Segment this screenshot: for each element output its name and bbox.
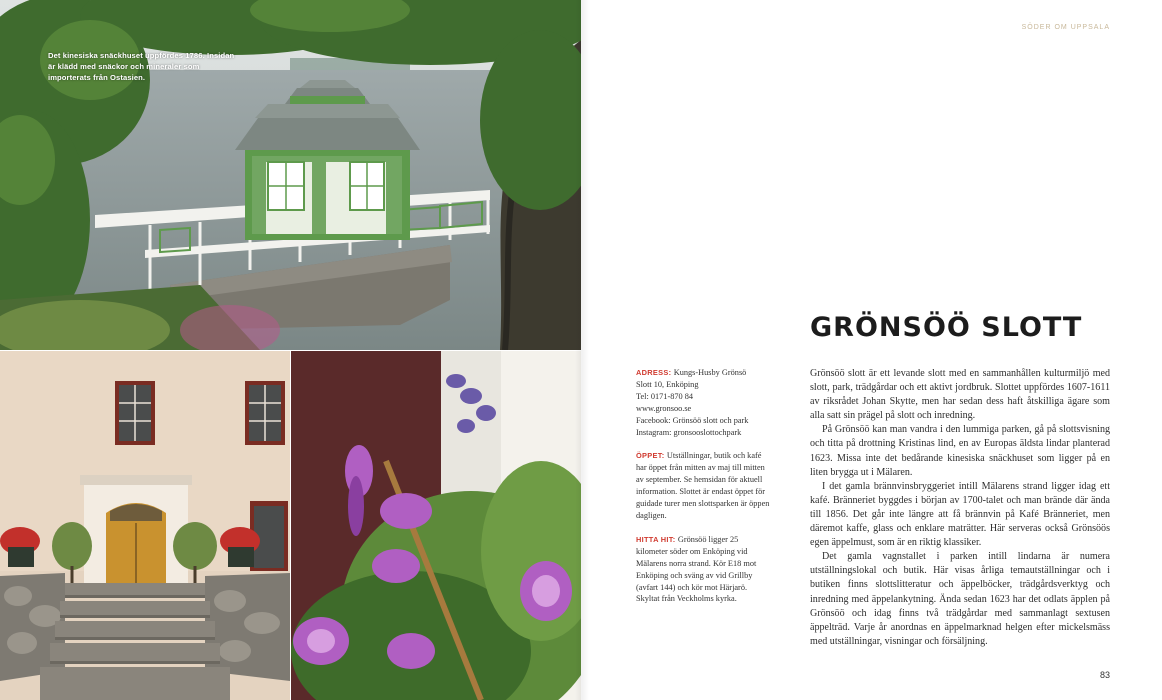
right-page-text — [581, 0, 1162, 700]
bellflower-photo — [291, 351, 581, 700]
opening-hours-block — [636, 450, 771, 521]
open-text: Utställningar, butik och kafé har öppet från mitten av maj till mitten av september. Se hemsidan för aktuell information. Slottet är endast öppet för guidade turer men slottsparken är öppen dagligen. — [636, 451, 770, 520]
paragraph-1: Grönsöö slott är ett levande slott med en sammanhållen kulturmiljö med slott, park, trädgårdar och ett aktivt jordbruk. Slottet uppfördes 1607-1611 av riksrådet Johan Skytte, men har sedan dess haft åtskilliga ägare som alla satt sin prägel på slott och inredning. — [810, 368, 1110, 422]
address-block — [636, 367, 771, 438]
facts-sidebar — [636, 367, 771, 617]
phone-line: Tel: 0171-870 84 — [636, 391, 694, 401]
address-line-1: Kungs-Husby Grönsö — [673, 368, 747, 377]
directions-text: Grönsöö ligger 25 kilometer söder om Enköping vid Mälarens norra strand. Kör E18 mot Enköping och sväng av vid Grillby (avfart 144) och kör mot Härjarö. Skyltat från Veckholms kyrka. — [636, 534, 757, 604]
pavilion-photo — [0, 0, 581, 350]
article-body — [810, 367, 1110, 649]
paragraph-2: På Grönsöö kan man vandra i den lummiga parken, gå på slottsvisning och titta på drottning Kristinas lind, en av Europas äldsta lindar planterad 1623. Missa inte det bedårande kinesiska snäckhuset som ligger på en liten brygga ut i Mälaren. — [810, 424, 1110, 478]
paragraph-4: Det gamla vagnstallet i parken intill lindarna är numera utställningslokal och butik. Här visas årliga temautställningar och i butiken finns slottslitteratur och äppelböcker, trädgårdsverktyg och inredning med äppelankytning. Ända sedan 1623 har det odlats äpplen på Grönsöö och idag finns två trädgårdar med sammanlagt sextusen äppelträd. Varje år anordnas en äppelmarknad helgen efter mickelsmäss med utställningar, visningar och försäljning. — [810, 551, 1110, 647]
page-title: GRÖNSÖÖ SLOTT — [810, 312, 1083, 343]
photo-caption: Det kinesiska snäckhuset uppfördes 1786. Insidan är klädd med snäckor och mineraler som importerats från Ostasien. — [48, 51, 235, 82]
facebook-line: Facebook: Grönsöö slott och park — [636, 415, 749, 425]
instagram-line: Instagram: gronsooslottochpark — [636, 427, 742, 437]
website-line: www.gronsoo.se — [636, 403, 692, 413]
paragraph-3: I det gamla brännvinsbryggeriet intill Mälarens strand ligger idag ett kafé. Bränneriet byggdes i början av 1700-talet och man brände där ända till 1856. Det går inte längre att få brännvin på Kafé Bränneriet, men däremot kaffe, glass och enklare maträtter. Här serveras också Grönsöös egen äppelmust, som är en riktig klassiker. — [810, 480, 1110, 549]
castle-illustration — [0, 351, 290, 700]
open-label: ÖPPET: — [636, 451, 667, 461]
running-head: SÖDER OM UPPSALA — [1021, 24, 1110, 31]
castle-entrance-photo — [0, 351, 290, 700]
directions-label: HITTA HIT: — [636, 534, 678, 544]
bellflower-illustration — [291, 351, 581, 700]
directions-block — [636, 534, 771, 605]
address-line-2: Slott 10, Enköping — [636, 379, 699, 389]
page-number: 83 — [1099, 670, 1110, 680]
address-label: ADRESS: — [636, 368, 674, 377]
